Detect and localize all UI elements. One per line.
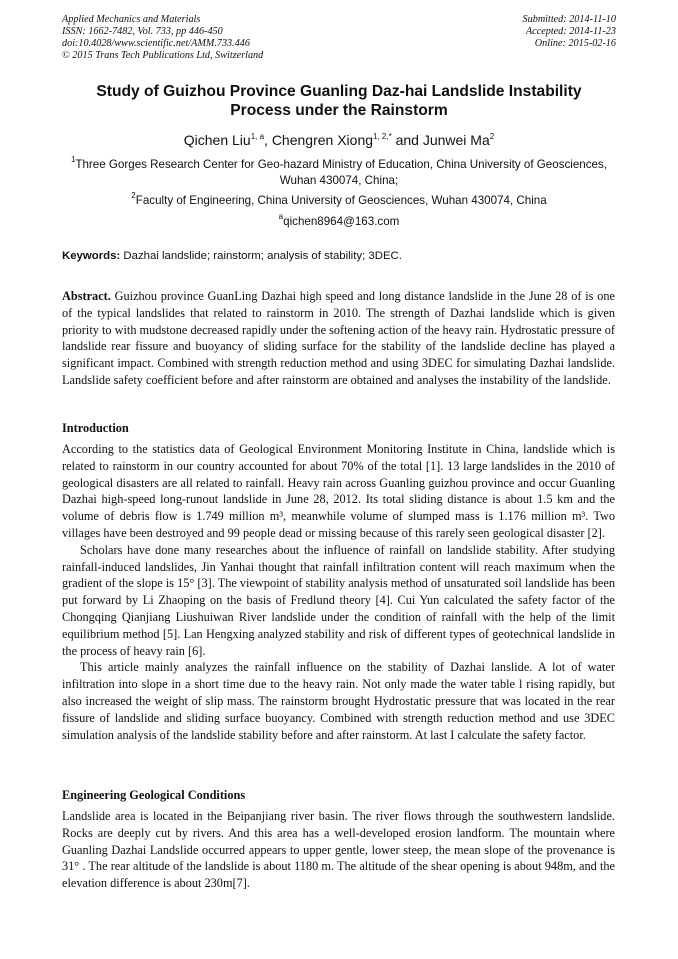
engineering-section (62, 808, 615, 892)
intro-paragraph-3: This article mainly analyzes the rainfall influence on the stability of Dazhai lanslide. A lot of water infiltration into slope in a short time due to the heavy rain. Not only made the water table l rising rapidly, but also increased the weight of slip mass. The rainstorm brought Hydrostatic pressure that was located in the rear fissure of landslide and sliding surface buoyancy. Combined with strength reduction method and use 3DEC simulation analysis of the landslide stability before and after rainstorm. At last I calculate the safety factor. (62, 660, 615, 742)
keywords (62, 249, 616, 264)
abstract-label: Abstract. (62, 289, 111, 303)
accepted-date: Accepted: 2014-11-23 (525, 26, 616, 37)
issn: ISSN: 1662-7482, Vol. 733, pp 446-450 (62, 26, 223, 37)
engineering-heading: Engineering Geological Conditions (62, 788, 246, 802)
engineering-paragraph-1: Landslide area is located in the Beipanjiang river basin. The river flows through the southwestern landslide. Rocks are deeply cut by rivers. And this area has a well-developed erosion landform. The mountain where Guanling Dazhai Landslide occurred appears to upper gentle, lower steep, the mean slope of the provenance is 31° . The rear altitude of the landslide is about 1180 m. The altitude of the shear opening is about 948m, and the elevation difference is about 230m[7]. (62, 809, 615, 891)
author-3: and Junwei Ma (391, 132, 490, 148)
intro-paragraph-2: Scholars have done many researches about the influence of rainfall on landslide stability. After studying rainfall-induced landslides, Jin Yanhai thought that rainfall infiltration content will reach maximum when the gradient of the slope is 15° [3]. The viewpoint of stability analysis method of unsaturated soil landslide has been put forward by Li Zhaoping on the basis of Fredlund theory [4]. Cui Yun calculated the safety factor of the Chongqing Qianjiang Liushuiwan River landslide under the condition of rainfall with the help of the limit equilibrium method [5]. Lan Hengxing analyzed stability and risk of different types of geotechnical landslide in the process of heavy rain [6]. (62, 542, 615, 658)
keywords-text: Dazhai landslide; rainstorm; analysis of stability; 3DEC. (120, 250, 402, 262)
author-3-affiliation: 2 (489, 132, 495, 141)
publication-dates (416, 14, 616, 50)
journal-name: Applied Mechanics and Materials (62, 14, 201, 25)
intro-paragraph-1: According to the statistics data of Geological Environment Monitoring Institute in China, landslide which is related to rainstorm in our country accounted for about 70% of the total [1]. 13 large landslides in the 2010 of geological disasters are all related to rainfall. Heavy rain across Guanling guizhou province and occur Guanling Dazhai high-speed long-runout landslide in June 28, 2012. Its total sliding distance is about 1.5 km and the volume of debris flow is 1.749 million m³, meanwhile volume of slumped mass is 1.176 million m³. Two villages have been destroyed and 99 people dead or missing because of this rarely seen geological disaster [2]. (62, 442, 615, 540)
paper-title (62, 82, 616, 120)
doi: doi:10.4028/www.scientific.net/AMM.733.446 (62, 38, 250, 49)
author-2-affiliation: 1, 2,* (373, 132, 392, 141)
introduction-heading: Introduction (62, 421, 129, 435)
author-2: , Chengren Xiong (264, 132, 374, 148)
title-line-2: Process under the Rainstorm (230, 102, 448, 119)
abstract-text: Guizhou province GuanLing Dazhai high speed and long distance landslide in the June 28 of is one of the typical landslides that related to rainstorm in 2010. The strength of Dazhai landslide which is given priority to with mudstone decreased rapidly under the softening action of the heavy rain. Hydrostatic pressure of landslide rear fissure and buoyancy of sliding surface for the stability of the landslide decline has played a significant impact. Combined with strength reduction method and using 3DEC for simulating Dazhai landslide. Landslide safety coefficient before and after rainstorm are obtained and analyses the instability of the landslide. (62, 289, 615, 387)
author-email: $^a$qichen8964@163.com (278, 212, 400, 228)
journal-info (62, 14, 362, 62)
keywords-label: Keywords: (62, 250, 121, 262)
author-1-affiliation: 1, a (250, 132, 265, 141)
affiliation-1: $^1$Three Gorges Research Center for Geo-hazard Ministry of Education, China University of Geosciences, Wuhan 430074, China; (70, 155, 608, 187)
submitted-date: Submitted: 2014-11-10 (522, 14, 616, 25)
copyright: © 2015 Trans Tech Publications Ltd, Switzerland (62, 50, 264, 61)
introduction-section (62, 441, 615, 743)
affiliation-2: $^2$Faculty of Engineering, China University of Geosciences, Wuhan 430074, China (131, 191, 547, 207)
author-list (62, 132, 616, 148)
author-1: Qichen Liu (183, 132, 251, 148)
title-line-1: Study of Guizhou Province Guanling Daz-hai Landslide Instability (96, 83, 582, 100)
online-date: Online: 2015-02-16 (534, 38, 616, 49)
abstract (62, 288, 615, 389)
